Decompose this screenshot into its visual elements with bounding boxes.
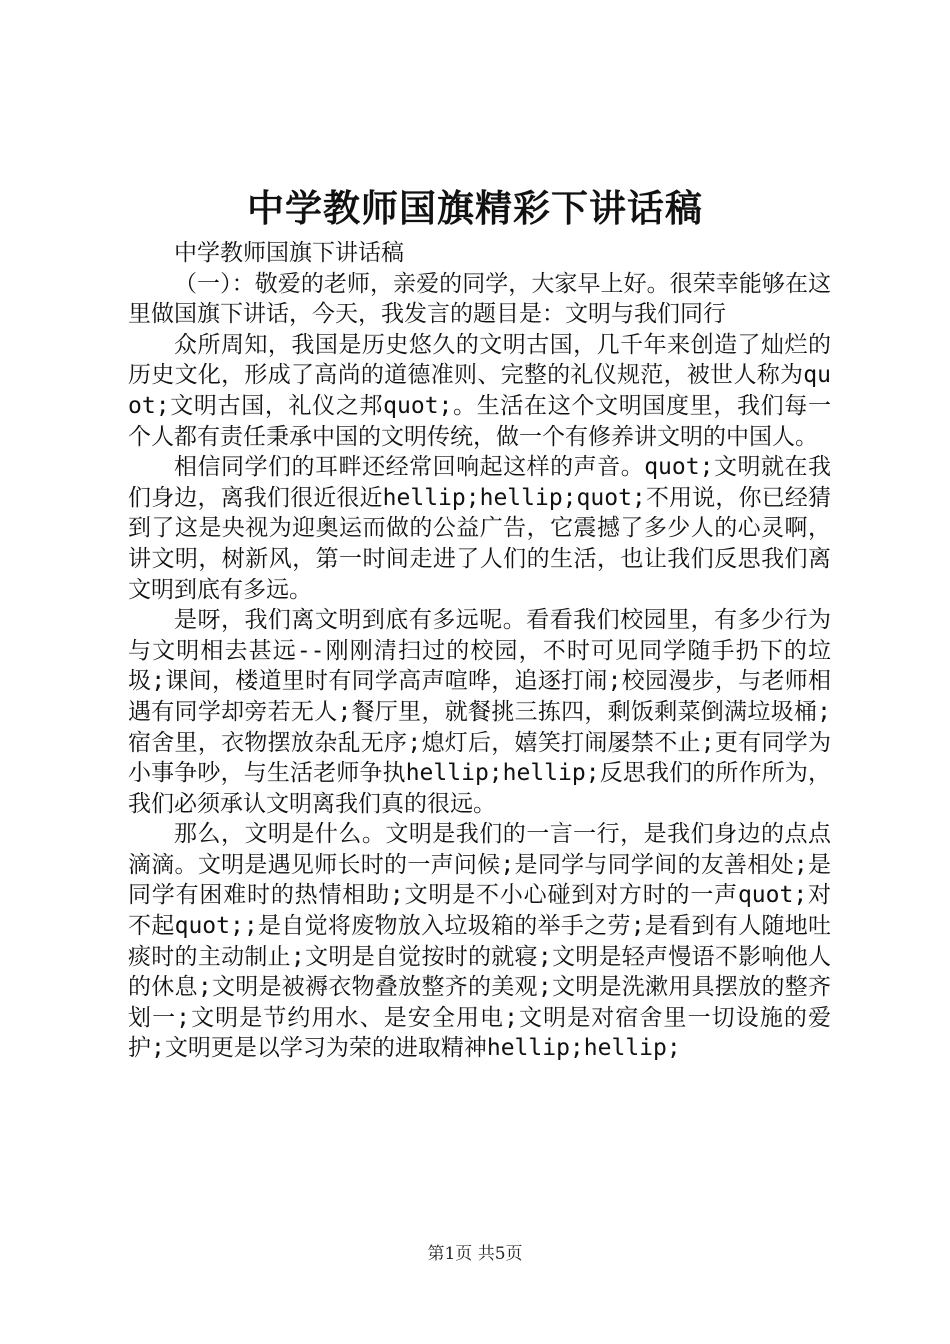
document-title: 中学教师国旗精彩下讲话稿 bbox=[247, 186, 703, 230]
paragraph: 众所周知，我国是历史悠久的文明古国，几千年来创造了灿烂的历史文化，形成了高尚的道德准则、完整的礼仪规范，被世人称为quot;文明古国，礼仪之邦quot;。生活在这个文明国度里，我们每一个人都有责任秉承中国的文明传统，做一个有修养讲文明的中国人。 bbox=[128, 331, 831, 450]
paragraph: （一）：敬爱的老师，亲爱的同学，大家早上好。很荣幸能够在这里做国旗下讲话，今天，我发言的题目是：文明与我们同行 bbox=[128, 270, 831, 328]
page-number-footer: 第1页 共5页 bbox=[427, 1244, 523, 1264]
document-subtitle: 中学教师国旗下讲话稿 bbox=[174, 240, 404, 266]
document-body bbox=[128, 238, 831, 1064]
paragraph: 是呀，我们离文明到底有多远呢。看看我们校园里，有多少行为与文明相去甚远--刚刚清扫过的校园，不时可见同学随手扔下的垃圾;课间，楼道里时有同学高声喧哗，追逐打闹;校园漫步，与老师相遇有同学却旁若无人;餐厅里，就餐挑三拣四，剩饭剩菜倒满垃圾桶;宿舍里，衣物摆放杂乱无序;熄灯后，嬉笑打闹屡禁不止;更有同学为小事争吵，与生活老师争执hellip;hellip;反思我们的所作所为，我们必须承认文明离我们真的很远。 bbox=[128, 607, 831, 817]
paragraph: 相信同学们的耳畔还经常回响起这样的声音。quot;文明就在我们身边，离我们很近很近hellip;hellip;quot;不用说，你已经猜到了这是央视为迎奥运而做的公益广告，它震撼了多少人的心灵啊，讲文明，树新风，第一时间走进了人们的生活，也让我们反思我们离文明到底有多远。 bbox=[128, 454, 831, 603]
paragraph: 那么，文明是什么。文明是我们的一言一行，是我们身边的点点滴滴。文明是遇见师长时的一声问候;是同学与同学间的友善相处;是同学有困难时的热情相助;文明是不小心碰到对方时的一声quot;对不起quot;;是自觉将废物放入垃圾箱的举手之劳;是看到有人随地吐痰时的主动制止;文明是自觉按时的就寝;文明是轻声慢语不影响他人的休息;文明是被褥衣物叠放整齐的美观;文明是洗漱用具摆放的整齐划一;文明是节约用水、是安全用电;文明是对宿舍里一切设施的爱护;文明更是以学习为荣的进取精神hellip;hellip; bbox=[128, 821, 831, 1062]
